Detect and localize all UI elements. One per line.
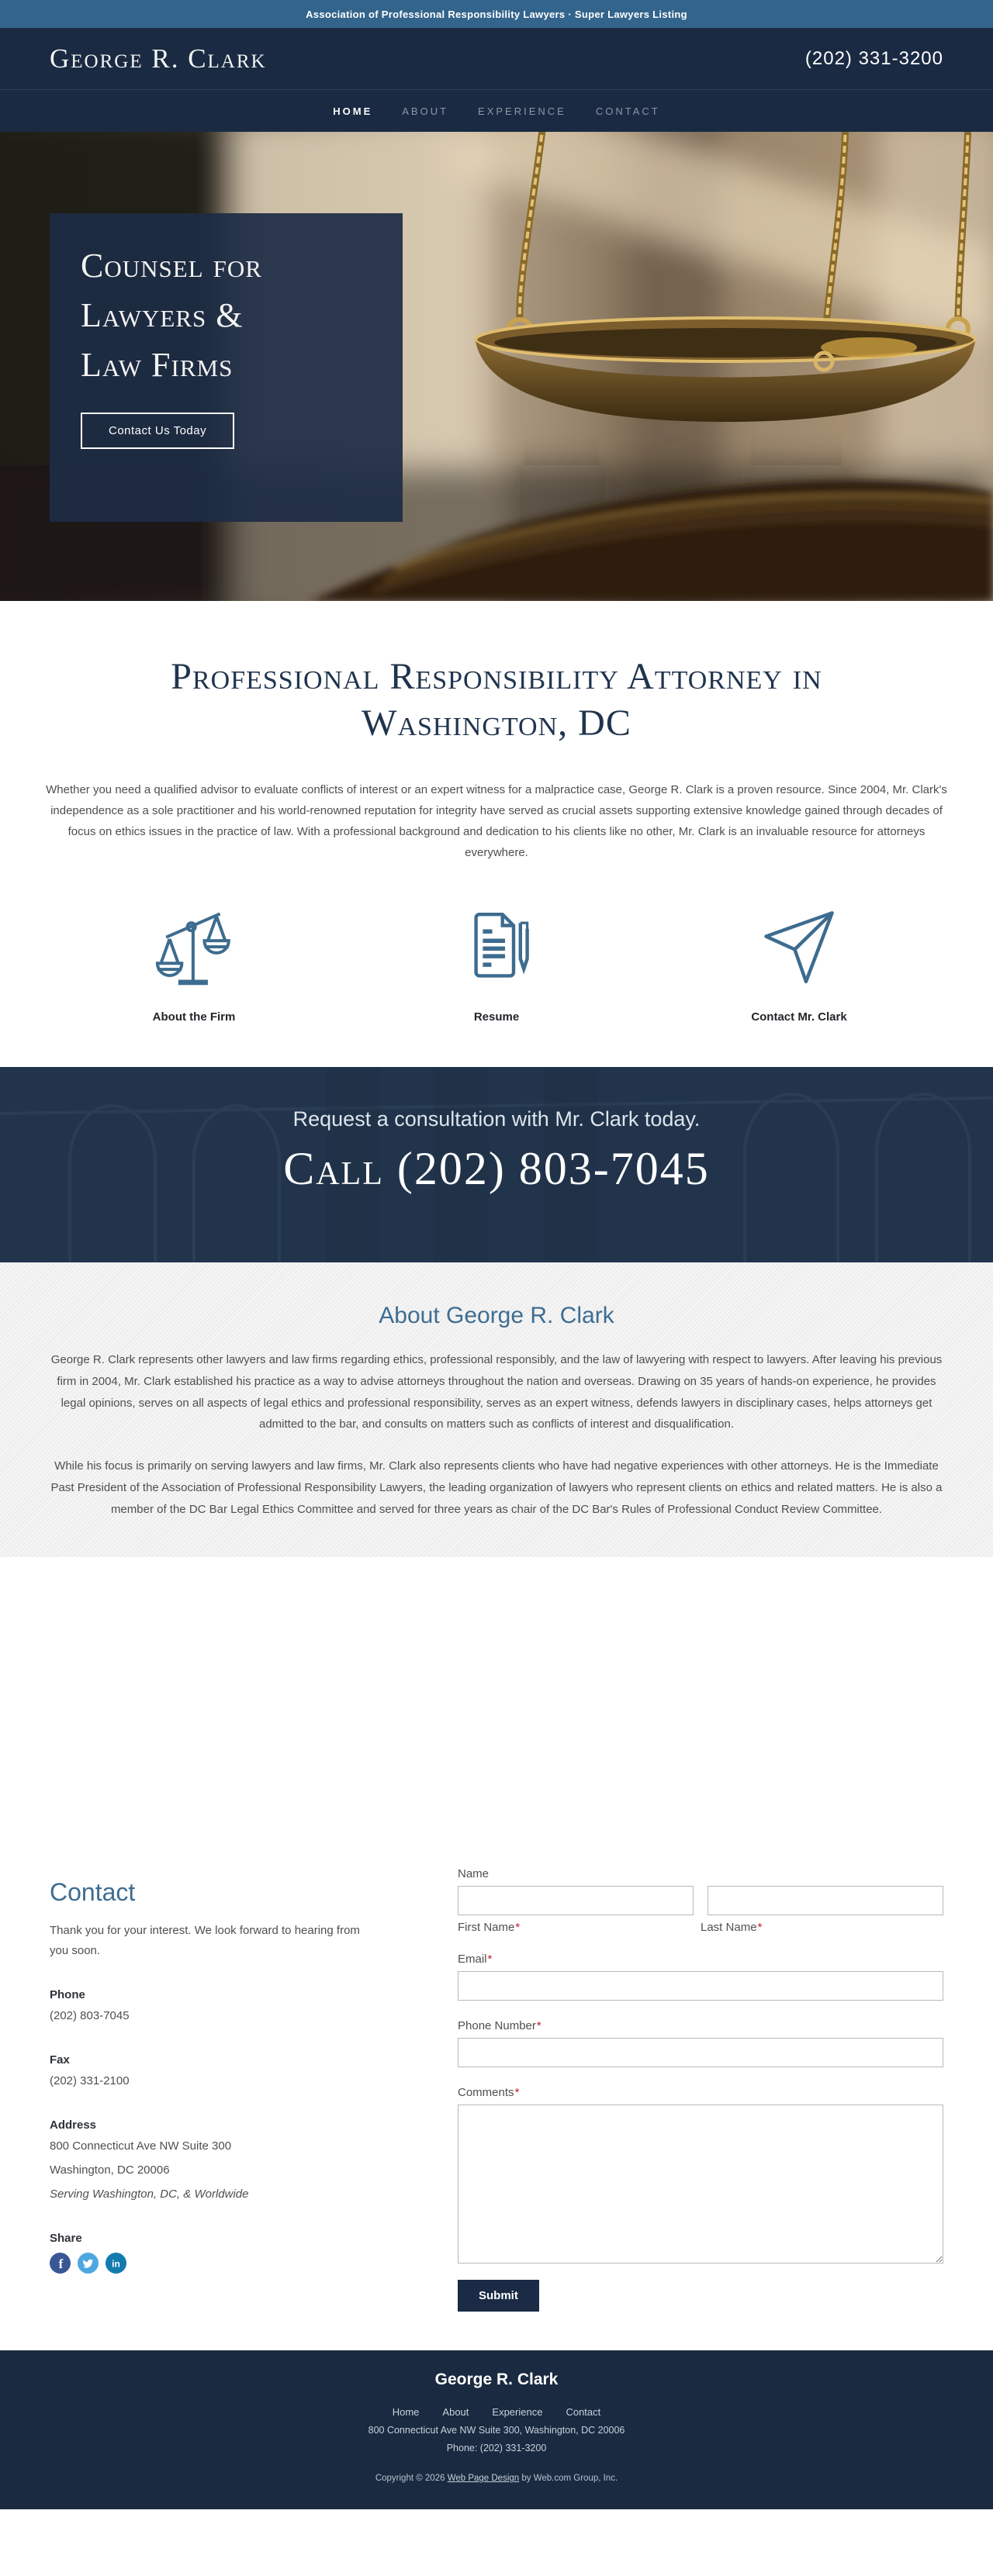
footer-nav-experience[interactable]: Experience	[492, 2406, 543, 2419]
phone-value: (202) 803-7045	[50, 2009, 130, 2023]
first-name-input[interactable]	[458, 1886, 694, 1915]
web-page-design-link[interactable]: Web Page Design	[447, 2474, 520, 2484]
social-icons	[50, 2253, 414, 2274]
site-logo[interactable]: George R. Clark	[50, 43, 267, 74]
name-sublabels	[458, 1921, 943, 1934]
svg-text:f: f	[58, 2257, 64, 2272]
empty-spacer	[0, 1557, 993, 1867]
footer	[0, 2350, 993, 2509]
hero-overlay	[50, 213, 403, 522]
name-inputs	[458, 1886, 943, 1915]
contact-phone-group	[50, 1988, 414, 2025]
page-title: Professional Responsibility Attorney in Washington, DC	[171, 656, 822, 744]
feature-about-the-firm[interactable]	[43, 903, 345, 1024]
facebook-icon[interactable]	[50, 2253, 71, 2274]
resume-icon	[454, 903, 539, 990]
contact-info-column	[50, 1867, 414, 2312]
intro-paragraph: Whether you need a qualified advisor to evaluate conflicts of interest or an expert witness for a malpractice case, George R. Clark is a proven resource. Since 2004, Mr. Clark's independence as a sole practitioner and his world-renowned reputation for integrity have served as crucial assets supporting extensive knowledge gained through decades of focus on ethics issues in the practice of law. With a professional background and dedication to his clients like no other, Mr. Clark is an invaluable resource for attorneys everywhere.	[46, 783, 947, 859]
comments-textarea[interactable]	[458, 2105, 943, 2263]
comments-group	[458, 2086, 943, 2267]
nav-item-home[interactable]: HOME	[333, 105, 373, 117]
submit-button[interactable]: Submit	[458, 2280, 539, 2312]
feature-label: Resume	[473, 1010, 520, 1024]
footer-copyright	[0, 2474, 993, 2483]
address-line-1: 800 Connecticut Ave NW Suite 300	[50, 2139, 232, 2153]
svg-text:in: in	[112, 2258, 120, 2270]
email-group	[458, 1953, 943, 2001]
footer-nav	[0, 2406, 993, 2418]
feature-contact-mr-clark[interactable]	[648, 903, 950, 1024]
last-name-sublabel: Last Name*	[701, 1921, 763, 1935]
feature-resume[interactable]	[345, 903, 648, 1024]
nav-item-contact[interactable]: CONTACT	[595, 105, 660, 117]
nav-item-about[interactable]: ABOUT	[402, 105, 449, 117]
contact-us-today-button[interactable]: Contact Us Today	[81, 413, 234, 449]
header	[0, 28, 993, 89]
phone-number-label: Phone Number*	[458, 2019, 541, 2033]
footer-title: George R. Clark	[434, 2371, 559, 2389]
share-label: Share	[50, 2232, 82, 2246]
hero-section	[0, 132, 993, 601]
announcement-text: Association of Professional Responsibility Lawyers · Super Lawyers Listing	[306, 8, 687, 20]
first-name-sublabel: First Name*	[458, 1921, 521, 1935]
about-paragraph-1: George R. Clark represents other lawyers and law firms regarding ethics, professional responsibly, and the law of lawyering with respect to lawyers. After leaving his previous firm in 2004, Mr. Clark established his practice as a way to advise attorneys throughout the nation and overseas. Drawing on 35 years of hands-on experience, he provides legal opinions, serves on all aspects of legal ethics and professional responsibility, serves as an expert witness, defends lawyers in disciplinary cases, helps attorneys get admitted to the bar, and consults on matters such as conflicts of interest and disqualification.	[50, 1353, 943, 1431]
about-section	[0, 1262, 993, 1557]
announcement-bar	[0, 0, 993, 28]
footer-address: 800 Connecticut Ave NW Suite 300, Washington, DC 20006	[368, 2425, 625, 2436]
footer-nav-contact[interactable]: Contact	[566, 2406, 601, 2419]
scales-icon	[149, 903, 239, 990]
address-line-2: Washington, DC 20006	[50, 2163, 170, 2177]
hero-heading: Counsel for Lawyers & Law Firms	[81, 247, 262, 384]
phone-number-group	[458, 2019, 943, 2067]
contact-fax-group	[50, 2053, 414, 2091]
share-group	[50, 2232, 414, 2274]
email-input[interactable]	[458, 1971, 943, 2001]
banner-content	[0, 1067, 993, 1196]
paper-plane-icon	[756, 903, 842, 990]
contact-address-group	[50, 2118, 414, 2204]
email-label: Email*	[458, 1953, 493, 1967]
nav-item-experience[interactable]: EXPERIENCE	[478, 105, 566, 117]
contact-section	[0, 1867, 993, 2312]
header-phone: (202) 331-3200	[804, 47, 943, 69]
twitter-icon[interactable]	[78, 2253, 99, 2274]
footer-phone: Phone: (202) 331-3200	[446, 2443, 547, 2454]
phone-label: Phone	[50, 1988, 85, 2002]
linkedin-icon[interactable]	[106, 2253, 126, 2274]
contact-heading: Contact	[50, 1878, 136, 1907]
about-paragraph-2: While his focus is primarily on serving lawyers and law firms, Mr. Clark also represents clients who have had negative experiences with other attorneys. He is the Immediate Past President of the Association of Professional Responsibility Lawyers, the leading organization of lawyers who represent clients on ethics and related matters. He is also a member of the DC Bar Legal Ethics Committee and served for three years as chair of the DC Bar's Rules of Professional Conduct Review Committee.	[50, 1459, 943, 1516]
banner-phone-text: Call (202) 803-7045	[283, 1143, 710, 1194]
feature-label: About the Firm	[152, 1010, 236, 1024]
footer-nav-about[interactable]: About	[442, 2406, 469, 2419]
banner-request-text: Request a consultation with Mr. Clark today.	[292, 1107, 701, 1131]
feature-label: Contact Mr. Clark	[751, 1010, 847, 1024]
feature-links	[0, 903, 993, 1024]
comments-label: Comments*	[458, 2086, 520, 2100]
copyright-prefix: Copyright © 2026	[375, 2474, 448, 2484]
last-name-input[interactable]	[708, 1886, 943, 1915]
address-line-3: Serving Washington, DC, & Worldwide	[50, 2188, 249, 2201]
footer-nav-home[interactable]: Home	[392, 2406, 420, 2419]
intro-section	[0, 601, 993, 1067]
name-label: Name	[458, 1867, 490, 1881]
phone-number-input[interactable]	[458, 2038, 943, 2067]
copyright-suffix: by Web.com Group, Inc.	[519, 2474, 618, 2484]
contact-intro: Thank you for your interest. We look forward to hearing from you soon.	[50, 1924, 360, 1957]
fax-value: (202) 331-2100	[50, 2074, 130, 2088]
contact-form	[458, 1867, 943, 2312]
address-label: Address	[50, 2118, 97, 2132]
about-heading: About George R. Clark	[379, 1303, 614, 1328]
consultation-banner	[0, 1067, 993, 1262]
fax-label: Fax	[50, 2053, 70, 2067]
main-nav	[0, 89, 993, 132]
